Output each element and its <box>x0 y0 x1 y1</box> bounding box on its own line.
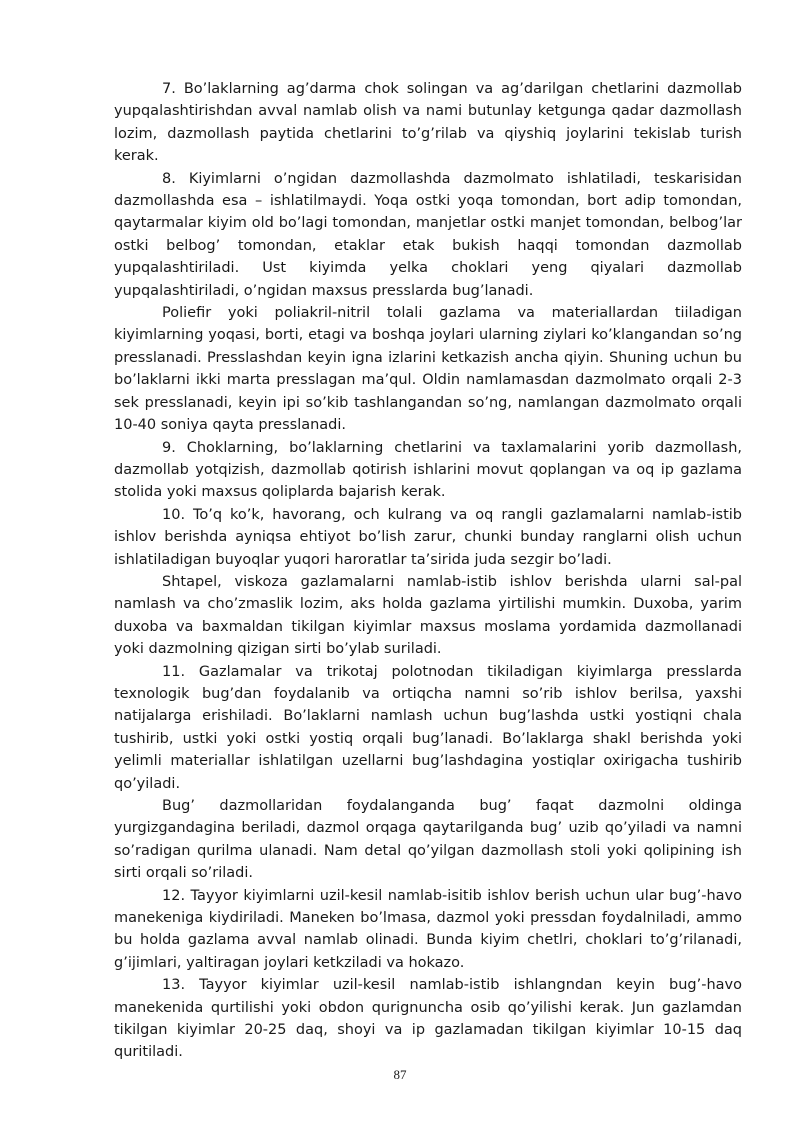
paragraph-10: 10. To’q ko’k, havorang, och kulrang va oq rangli gazlamalarni namlab-istib ishlov berishda ayniqsa ehtiyot bo’lish zarur, chunki bunday ranglarni olish uchun ishlatiladigan buyoqlar yuqori haroratlar ta’sirida juda sezgir bo’ladi. <box>114 506 742 568</box>
paragraph-polyester-pressing: Poliefir yoki poliakril-nitril tolali gazlama va materiallardan tiiladigan kiyimlarning yoqasi, borti, etagi va boshqa joylari ularning ziylari ko’klangandan so’ng presslanadi. Presslashdan keyin igna izlarini ketkazish ancha qiyin. Shuning uchun bu bo’laklarni ikki marta presslagan ma’qul. Oldin namlamasdan dazmolmato orqali 2-3 sek presslanadi, keyin ipi so’kib tashlangandan so’ng, namlangan dazmolmato orqali 10-40 soniya qayta presslanadi. <box>114 305 742 434</box>
paragraph-steam-iron: Bug’ dazmollaridan foydalanganda bug’ faqat dazmolni oldinga yurgizgandagina beriladi, dazmol orqaga qaytarilganda bug’ uzib qo’yiladi va namni so’radigan qurilma ulanadi. Nam detal qo’yilgan dazmollash stoli yoki qolipining ish sirti orqali so’riladi. <box>114 798 742 882</box>
paragraph-shtapel-viscose: Shtapel, viskoza gazlamalarni namlab-istib ishlov berishda ularni sal-pal namlash va cho’zmaslik lozim, aks holda gazlama yirtilishi mumkin. Duxoba, yarim duxoba va baxmaldan tikilgan kiyimlar maxsus moslama yordamida dazmollanadi yoki dazmolning qizigan sirti bo’ylab suriladi. <box>114 573 742 658</box>
paragraph-9: 9. Choklarning, bo’laklarning chetlarini va taxlamalarini yorib dazmollash, dazmollab yotqizish, dazmollab qotirish ishlarini movut qoplangan va oq ip gazlama stolida yoki maxsus qoliplarda bajarish kerak. <box>114 439 742 501</box>
paragraph-7: 7. Bo’laklarning ag’darma chok solingan va ag’darilgan chetlarini dazmollab yupqalashtirishdan avval namlab olish va nami butunlay ketgunga qadar dazmollash lozim, dazmollash paytida chetlarini to’g’rilab va qiyshiq joylarini tekislab turish kerak. <box>114 81 742 165</box>
paragraph-13: 13. Tayyor kiyimlar uzil-kesil namlab-istib ishlangndan keyin bug’-havo manekenida qurtilishi yoki obdon qurignuncha osib qo’yilishi kerak. Jun gazlamdan tikilgan kiyimlar 20-25 daq, shoyi va ip gazlamadan tikilgan kiyimlar 10-15 daq quritiladi. <box>114 977 742 1061</box>
document-body <box>114 78 742 1064</box>
paragraph-12: 12. Tayyor kiyimlarni uzil-kesil namlab-isitib ishlov berish uchun ular bug’-havo manekeniga kiydiriladi. Maneken bo’lmasa, dazmol yoki pressdan foydalniladi, ammo bu holda gazlama avval namlab olinadi. Bunda kiyim chetlri, choklari to’g’rilanadi, g’ijimlari, yaltiragan joylari ketkziladi va hokazo. <box>114 887 742 971</box>
paragraph-8: 8. Kiyimlarni o’ngidan dazmollashda dazmolmato ishlatiladi, teskarisidan dazmollashda esa – ishlatilmaydi. Yoqa ostki yoqa tomondan, bort adip tomondan, qaytarmalar kiyim old bo’lagi tomondan, manjetlar ostki manjet tomondan, belbog’lar ostki belbog’ tomondan, etaklar etak bukish haqqi tomondan dazmollab yupqalashtiriladi. Ust kiyimda yelka choklari yeng qiyalari dazmollab yupqalashtiriladi, o’ngidan maxsus presslarda bug’lanadi. <box>114 170 742 299</box>
paragraph-11: 11. Gazlamalar va trikotaj polotnodan tikiladigan kiyimlarga presslarda texnologik bug’dan foydalanib va ortiqcha namni so’rib ishlov berilsa, yaxshi natijalarga erishiladi. Bo’laklarni namlash uchun bug’lashda ustki yostiqni chala tushirib, ustki yoki ostki yostiq orqali bug’lanadi. Bo’laklarga shakl berishda yoki yelimli materiallar ishlatilgan uzellarni bug’lashdagina yostiqlar oxirigacha tushirib qo’yiladi. <box>114 663 742 792</box>
page-number: 87 <box>393 1067 407 1082</box>
